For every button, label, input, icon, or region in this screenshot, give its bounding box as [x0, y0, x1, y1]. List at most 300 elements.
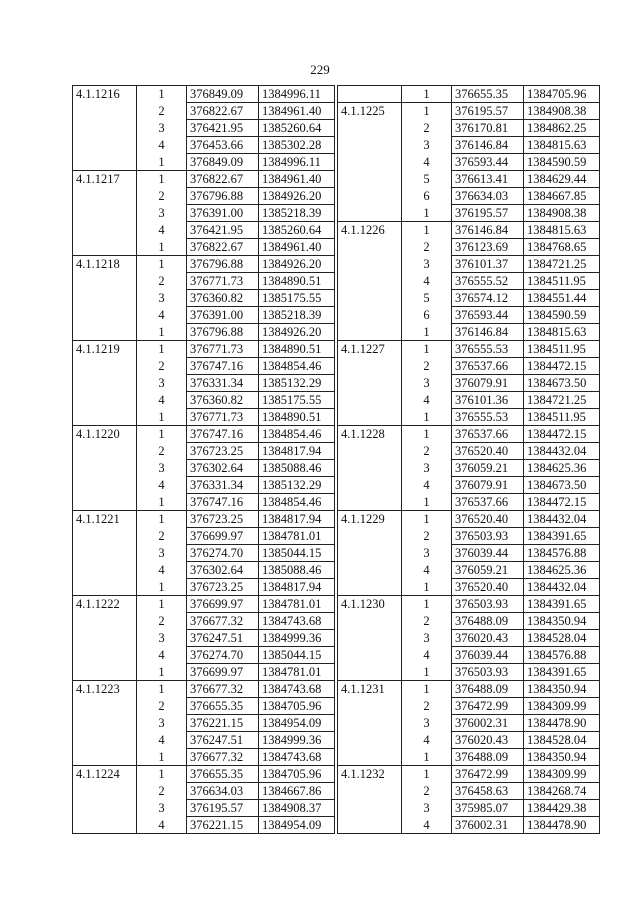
table-row: [338, 409, 600, 426]
parcel-id-cell: [73, 460, 137, 477]
parcel-id-cell: [338, 205, 402, 222]
x-coordinate-cell: 376360.82: [187, 290, 259, 307]
y-coordinate-cell: 1384625.36: [524, 562, 600, 579]
point-number-cell: 4: [423, 477, 430, 492]
point-number-cell: 3: [158, 715, 165, 730]
x-coordinate-cell: 376020.43: [452, 630, 524, 647]
x-coordinate-cell: 376079.91: [452, 375, 524, 392]
y-coordinate-cell: 1384961.40: [259, 171, 335, 188]
parcel-id-cell: [73, 528, 137, 545]
point-number-cell: 2: [158, 103, 165, 118]
x-coordinate-cell: 376634.03: [452, 188, 524, 205]
y-coordinate-cell: 1385044.15: [259, 545, 335, 562]
point-number-cell: 1: [402, 409, 452, 426]
table-row: [338, 766, 600, 783]
parcel-id-cell: 4.1.1222: [73, 596, 137, 613]
parcel-id-cell: 4.1.1224: [73, 766, 137, 783]
point-number-cell: 4: [402, 817, 452, 834]
point-number-cell: 6: [423, 188, 430, 203]
point-number-cell: 3: [423, 800, 430, 815]
x-coordinate-cell: 376059.21: [452, 460, 524, 477]
x-coordinate-cell: 376677.32: [187, 613, 259, 630]
x-coordinate-cell: 376488.09: [452, 613, 524, 630]
point-number-cell: 4: [158, 647, 165, 662]
y-coordinate-cell: 1384743.68: [259, 749, 335, 766]
point-number-cell: 3: [423, 460, 430, 475]
table-row: [338, 732, 600, 749]
x-coordinate-cell: 376613.41: [452, 171, 524, 188]
table-row: [73, 392, 335, 409]
y-coordinate-cell: 1384673.50: [524, 375, 600, 392]
x-coordinate-cell: 376331.34: [187, 477, 259, 494]
x-coordinate-cell: 376039.44: [452, 545, 524, 562]
parcel-id-cell: [73, 188, 137, 205]
y-coordinate-cell: 1384472.15: [524, 494, 600, 511]
x-coordinate-cell: 376574.12: [452, 290, 524, 307]
coordinates-table-left: [72, 85, 335, 834]
parcel-id-cell: 4.1.1225: [338, 103, 402, 120]
table-row: [338, 103, 600, 120]
table-row: [338, 358, 600, 375]
parcel-id-cell: [73, 783, 137, 800]
x-coordinate-cell: 376699.97: [187, 528, 259, 545]
y-coordinate-cell: 1384528.04: [524, 630, 600, 647]
y-coordinate-cell: 1384551.44: [524, 290, 600, 307]
x-coordinate-cell: 376822.67: [187, 103, 259, 120]
parcel-id-cell: 4.1.1223: [73, 681, 137, 698]
x-coordinate-cell: 376593.44: [452, 307, 524, 324]
parcel-id-cell: 4.1.1230: [338, 596, 402, 613]
x-coordinate-cell: 376302.64: [187, 562, 259, 579]
table-row: [73, 205, 335, 222]
point-number-cell: 1: [402, 222, 452, 239]
table-row: [338, 307, 600, 324]
x-coordinate-cell: 376453.66: [187, 137, 259, 154]
x-coordinate-cell: 376274.70: [187, 647, 259, 664]
parcel-id-cell: 4.1.1219: [73, 341, 137, 358]
parcel-id-cell: [338, 443, 402, 460]
x-coordinate-cell: 376747.16: [187, 426, 259, 443]
table-row: [338, 647, 600, 664]
y-coordinate-cell: 1384926.20: [259, 324, 335, 341]
point-number-cell: 4: [158, 477, 165, 492]
point-number-cell: 1: [137, 579, 187, 596]
table-row: [338, 715, 600, 732]
x-coordinate-cell: 376723.25: [187, 511, 259, 528]
parcel-id-cell: [73, 103, 137, 120]
table-row: [73, 86, 335, 103]
table-row: [73, 222, 335, 239]
table-row: [73, 307, 335, 324]
table-row: [73, 290, 335, 307]
table-row: [338, 783, 600, 800]
y-coordinate-cell: 1384999.36: [259, 630, 335, 647]
parcel-id-cell: [338, 749, 402, 766]
table-row: [73, 426, 335, 443]
point-number-cell: 3: [423, 375, 430, 390]
x-coordinate-cell: 376520.40: [452, 511, 524, 528]
parcel-id-cell: [338, 375, 402, 392]
y-coordinate-cell: 1384350.94: [524, 749, 600, 766]
point-number-cell: 2: [158, 188, 165, 203]
parcel-id-cell: [338, 409, 402, 426]
point-number-cell: 1: [402, 426, 452, 443]
point-number-cell: 1: [402, 749, 452, 766]
parcel-id-cell: [338, 579, 402, 596]
y-coordinate-cell: 1384590.59: [524, 154, 600, 171]
table-row: [338, 494, 600, 511]
y-coordinate-cell: 1384309.99: [524, 766, 600, 783]
parcel-id-cell: [73, 392, 137, 409]
table-row: [73, 154, 335, 171]
x-coordinate-cell: 376123.69: [452, 239, 524, 256]
y-coordinate-cell: 1384908.38: [524, 205, 600, 222]
point-number-cell: 4: [423, 154, 430, 169]
table-row: [73, 528, 335, 545]
parcel-id-cell: 4.1.1226: [338, 222, 402, 239]
y-coordinate-cell: 1384815.63: [524, 222, 600, 239]
parcel-id-cell: [73, 154, 137, 171]
x-coordinate-cell: 376195.57: [452, 205, 524, 222]
point-number-cell: 4: [137, 817, 187, 834]
y-coordinate-cell: 1384432.04: [524, 511, 600, 528]
x-coordinate-cell: 376059.21: [452, 562, 524, 579]
point-number-cell: 3: [158, 290, 165, 305]
y-coordinate-cell: 1384721.25: [524, 256, 600, 273]
x-coordinate-cell: 376458.63: [452, 783, 524, 800]
y-coordinate-cell: 1384673.50: [524, 477, 600, 494]
y-coordinate-cell: 1384721.25: [524, 392, 600, 409]
parcel-id-cell: 4.1.1232: [338, 766, 402, 783]
parcel-id-cell: [73, 817, 137, 834]
x-coordinate-cell: 376747.16: [187, 494, 259, 511]
parcel-id-cell: [338, 239, 402, 256]
point-number-cell: 1: [402, 494, 452, 511]
point-number-cell: 3: [158, 205, 165, 220]
y-coordinate-cell: 1384890.51: [259, 273, 335, 290]
parcel-id-cell: [73, 307, 137, 324]
point-number-cell: 1: [137, 749, 187, 766]
y-coordinate-cell: 1384590.59: [524, 307, 600, 324]
parcel-id-cell: [338, 307, 402, 324]
y-coordinate-cell: 1384511.95: [524, 409, 600, 426]
y-coordinate-cell: 1385302.28: [259, 137, 335, 154]
parcel-id-cell: [338, 613, 402, 630]
parcel-id-cell: [338, 715, 402, 732]
table-row: [73, 817, 335, 834]
x-coordinate-cell: 376747.16: [187, 358, 259, 375]
parcel-id-cell: [73, 698, 137, 715]
y-coordinate-cell: 1384999.36: [259, 732, 335, 749]
x-coordinate-cell: 376555.53: [452, 341, 524, 358]
y-coordinate-cell: 1384350.94: [524, 681, 600, 698]
table-row: [338, 392, 600, 409]
y-coordinate-cell: 1384817.94: [259, 579, 335, 596]
y-coordinate-cell: 1384472.15: [524, 426, 600, 443]
table-row: [338, 630, 600, 647]
table-row: [73, 664, 335, 681]
x-coordinate-cell: 376699.97: [187, 664, 259, 681]
parcel-id-cell: [73, 664, 137, 681]
point-number-cell: 2: [423, 528, 430, 543]
x-coordinate-cell: 376247.51: [187, 630, 259, 647]
point-number-cell: 4: [423, 273, 430, 288]
y-coordinate-cell: 1384478.90: [524, 817, 600, 834]
point-number-cell: 1: [137, 171, 187, 188]
parcel-id-cell: [73, 222, 137, 239]
x-coordinate-cell: 376655.35: [187, 698, 259, 715]
table-row: [73, 800, 335, 817]
x-coordinate-cell: 376677.32: [187, 749, 259, 766]
table-row: [338, 817, 600, 834]
parcel-id-cell: 4.1.1218: [73, 256, 137, 273]
table-row: [73, 443, 335, 460]
x-coordinate-cell: 376101.37: [452, 256, 524, 273]
parcel-id-cell: [338, 800, 402, 817]
point-number-cell: 2: [158, 528, 165, 543]
table-row: [73, 698, 335, 715]
y-coordinate-cell: 1384743.68: [259, 681, 335, 698]
x-coordinate-cell: 376002.31: [452, 817, 524, 834]
y-coordinate-cell: 1384961.40: [259, 103, 335, 120]
point-number-cell: 4: [158, 307, 165, 322]
x-coordinate-cell: 376520.40: [452, 579, 524, 596]
point-number-cell: 1: [137, 511, 187, 528]
point-number-cell: 1: [402, 324, 452, 341]
x-coordinate-cell: 376421.95: [187, 120, 259, 137]
y-coordinate-cell: 1384854.46: [259, 494, 335, 511]
parcel-id-cell: [338, 137, 402, 154]
x-coordinate-cell: 376195.57: [187, 800, 259, 817]
point-number-cell: 4: [158, 392, 165, 407]
y-coordinate-cell: 1385218.39: [259, 205, 335, 222]
point-number-cell: 4: [423, 562, 430, 577]
y-coordinate-cell: 1384528.04: [524, 732, 600, 749]
point-number-cell: 1: [137, 86, 187, 103]
y-coordinate-cell: 1384854.46: [259, 426, 335, 443]
parcel-id-cell: 4.1.1227: [338, 341, 402, 358]
point-number-cell: 1: [137, 324, 187, 341]
parcel-id-cell: [73, 137, 137, 154]
parcel-id-cell: [73, 494, 137, 511]
point-number-cell: 4: [423, 732, 430, 747]
y-coordinate-cell: 1384954.09: [259, 817, 335, 834]
parcel-id-cell: [73, 579, 137, 596]
point-number-cell: 1: [402, 86, 452, 103]
table-row: [73, 732, 335, 749]
point-number-cell: 1: [137, 596, 187, 613]
x-coordinate-cell: 376822.67: [187, 171, 259, 188]
point-number-cell: 2: [158, 443, 165, 458]
point-number-cell: 1: [402, 341, 452, 358]
x-coordinate-cell: 376391.00: [187, 307, 259, 324]
y-coordinate-cell: 1384781.01: [259, 664, 335, 681]
x-coordinate-cell: 376723.25: [187, 443, 259, 460]
coordinates-table-right: [337, 85, 600, 834]
y-coordinate-cell: 1385132.29: [259, 375, 335, 392]
y-coordinate-cell: 1385218.39: [259, 307, 335, 324]
parcel-id-cell: [338, 256, 402, 273]
table-row: [73, 239, 335, 256]
point-number-cell: 2: [423, 443, 430, 458]
table-row: [73, 103, 335, 120]
y-coordinate-cell: 1384429.38: [524, 800, 600, 817]
parcel-id-cell: [338, 647, 402, 664]
parcel-id-cell: [73, 205, 137, 222]
parcel-id-cell: [338, 664, 402, 681]
point-number-cell: 5: [423, 290, 430, 305]
point-number-cell: 2: [423, 358, 430, 373]
parcel-id-cell: [73, 562, 137, 579]
point-number-cell: 1: [402, 511, 452, 528]
y-coordinate-cell: 1384743.68: [259, 613, 335, 630]
table-row: [73, 409, 335, 426]
y-coordinate-cell: 1384309.99: [524, 698, 600, 715]
parcel-id-cell: [73, 732, 137, 749]
y-coordinate-cell: 1384817.94: [259, 443, 335, 460]
parcel-id-cell: [73, 647, 137, 664]
y-coordinate-cell: 1384890.51: [259, 409, 335, 426]
table-row: [73, 715, 335, 732]
parcel-id-cell: [73, 443, 137, 460]
table-row: [338, 681, 600, 698]
point-number-cell: 4: [423, 647, 430, 662]
parcel-id-cell: [338, 817, 402, 834]
y-coordinate-cell: 1384350.94: [524, 613, 600, 630]
table-row: [73, 511, 335, 528]
table-row: [338, 749, 600, 766]
table-row: [338, 290, 600, 307]
table-row: [338, 256, 600, 273]
x-coordinate-cell: 376537.66: [452, 358, 524, 375]
table-row: [73, 681, 335, 698]
x-coordinate-cell: 376655.35: [452, 86, 524, 103]
parcel-id-cell: [338, 324, 402, 341]
point-number-cell: 1: [402, 766, 452, 783]
x-coordinate-cell: 376247.51: [187, 732, 259, 749]
point-number-cell: 2: [423, 698, 430, 713]
point-number-cell: 3: [158, 630, 165, 645]
x-coordinate-cell: 376796.88: [187, 324, 259, 341]
point-number-cell: 3: [423, 137, 430, 152]
x-coordinate-cell: 376537.66: [452, 426, 524, 443]
point-number-cell: 1: [137, 426, 187, 443]
parcel-id-cell: [338, 188, 402, 205]
y-coordinate-cell: 1384432.04: [524, 443, 600, 460]
y-coordinate-cell: 1385088.46: [259, 460, 335, 477]
x-coordinate-cell: 376302.64: [187, 460, 259, 477]
parcel-id-cell: [73, 715, 137, 732]
y-coordinate-cell: 1384432.04: [524, 579, 600, 596]
table-row: [338, 375, 600, 392]
parcel-id-cell: [338, 460, 402, 477]
y-coordinate-cell: 1384472.15: [524, 358, 600, 375]
point-number-cell: 4: [158, 222, 165, 237]
point-number-cell: 3: [423, 256, 430, 271]
parcel-id-cell: [338, 392, 402, 409]
parcel-id-cell: 4.1.1228: [338, 426, 402, 443]
table-row: [338, 443, 600, 460]
y-coordinate-cell: 1384625.36: [524, 460, 600, 477]
table-row: [338, 460, 600, 477]
parcel-id-cell: [338, 528, 402, 545]
point-number-cell: 3: [158, 375, 165, 390]
table-row: [73, 188, 335, 205]
x-coordinate-cell: 376849.09: [187, 86, 259, 103]
table-row: [73, 137, 335, 154]
parcel-id-cell: [73, 239, 137, 256]
x-coordinate-cell: 376555.53: [452, 409, 524, 426]
parcel-id-cell: [338, 630, 402, 647]
parcel-id-cell: [338, 273, 402, 290]
point-number-cell: 2: [158, 698, 165, 713]
point-number-cell: 3: [423, 630, 430, 645]
parcel-id-cell: [73, 749, 137, 766]
x-coordinate-cell: 376221.15: [187, 817, 259, 834]
x-coordinate-cell: 376146.84: [452, 137, 524, 154]
table-row: [338, 426, 600, 443]
parcel-id-cell: [338, 171, 402, 188]
point-number-cell: 1: [137, 766, 187, 783]
x-coordinate-cell: 376146.84: [452, 324, 524, 341]
x-coordinate-cell: 376537.66: [452, 494, 524, 511]
table-row: [73, 613, 335, 630]
x-coordinate-cell: 376796.88: [187, 188, 259, 205]
y-coordinate-cell: 1384890.51: [259, 341, 335, 358]
table-row: [338, 596, 600, 613]
table-row: [73, 647, 335, 664]
table-row: [73, 273, 335, 290]
parcel-id-cell: [73, 290, 137, 307]
point-number-cell: 1: [137, 681, 187, 698]
table-row: [338, 273, 600, 290]
point-number-cell: 1: [137, 239, 187, 256]
y-coordinate-cell: 1384815.63: [524, 137, 600, 154]
table-row: [338, 324, 600, 341]
parcel-id-cell: [73, 120, 137, 137]
y-coordinate-cell: 1385088.46: [259, 562, 335, 579]
x-coordinate-cell: 376555.52: [452, 273, 524, 290]
page-number: 229: [310, 62, 330, 77]
y-coordinate-cell: 1384667.85: [524, 188, 600, 205]
x-coordinate-cell: 376002.31: [452, 715, 524, 732]
point-number-cell: 1: [137, 154, 187, 171]
point-number-cell: 1: [137, 409, 187, 426]
parcel-id-cell: [338, 732, 402, 749]
x-coordinate-cell: 376796.88: [187, 256, 259, 273]
point-number-cell: 1: [402, 579, 452, 596]
x-coordinate-cell: 376503.93: [452, 596, 524, 613]
parcel-id-cell: [338, 494, 402, 511]
table-row: [338, 205, 600, 222]
x-coordinate-cell: 376079.91: [452, 477, 524, 494]
parcel-id-cell: 4.1.1217: [73, 171, 137, 188]
x-coordinate-cell: 376421.95: [187, 222, 259, 239]
y-coordinate-cell: 1384629.44: [524, 171, 600, 188]
table-row: [338, 511, 600, 528]
y-coordinate-cell: 1384768.65: [524, 239, 600, 256]
table-row: [338, 341, 600, 358]
parcel-id-cell: [338, 698, 402, 715]
point-number-cell: 6: [423, 307, 430, 322]
x-coordinate-cell: 376771.73: [187, 273, 259, 290]
table-row: [338, 698, 600, 715]
table-row: [338, 664, 600, 681]
y-coordinate-cell: 1385260.64: [259, 120, 335, 137]
y-coordinate-cell: 1385175.55: [259, 392, 335, 409]
table-row: [73, 324, 335, 341]
table-row: [73, 256, 335, 273]
